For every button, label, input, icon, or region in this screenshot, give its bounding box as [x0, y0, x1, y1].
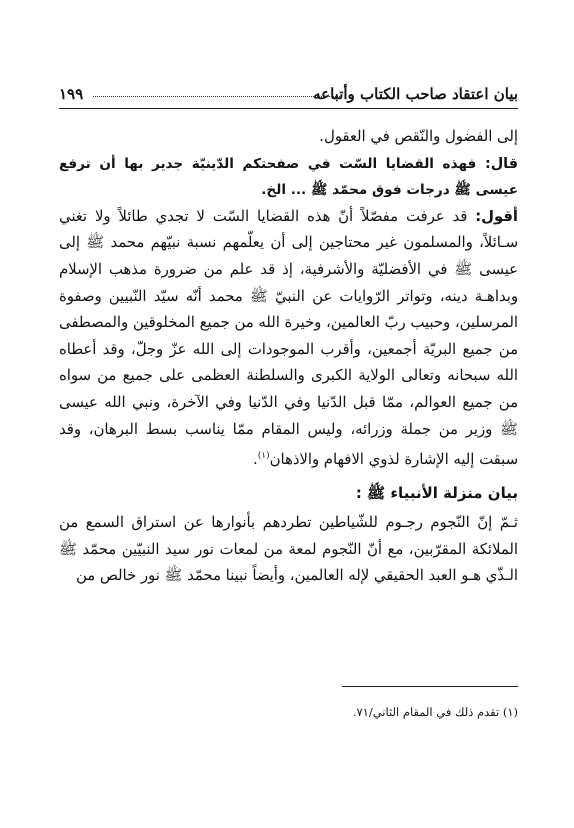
section-heading: بيان منزلة الأنبياء ﷺ :	[355, 483, 518, 502]
paragraph-stars: ثـمّ إنّ النّجوم رجـوم للشّياطين تطردهم بأنوارها عن استراق السمع من الملائكة المقرّبين، مع أنّ النّجوم لمعة من لمعات نور سيد النبيّين محمّد ﷺ الـذّي هـو العبد الحقيقي لإله العالمين، وأيضاً نبينا محمّد ﷺ نور خالص من	[59, 514, 518, 585]
qaal-keyword: قال:	[484, 155, 519, 172]
response-paragraph	[59, 204, 518, 474]
footnote-reference: (١)	[257, 451, 270, 462]
main-text	[59, 124, 518, 590]
footnote: (١) تقدم ذلك في المقام الثاني/٧١.	[352, 705, 518, 719]
qaal-text: فهذه القضايا السّت في صفحتكم الدّينيّة جدير بها أن ترفع عيسى ﷺ درجات فوق محمّد ﷺ ... الخ.	[59, 155, 518, 199]
header-dot-leader	[93, 96, 342, 97]
running-header-title: بيان اعتقاد صاحب الكتاب وأتباعه	[313, 85, 518, 103]
aqool-end: .	[253, 451, 258, 469]
aqool-keyword: أقول:	[475, 207, 518, 225]
running-header	[59, 84, 518, 104]
paragraph-intro: إلى الفضول والنّقص في العقول.	[319, 128, 518, 145]
page-number: ١٩٩	[59, 85, 84, 103]
quoted-claim	[59, 151, 518, 204]
footnote-separator	[342, 686, 518, 687]
header-rule	[59, 108, 518, 109]
aqool-text: قد عرفت مفصّلاً أنّ هذه القضايا السّت لا تجدي طائلاً ولا تغني سـائلاً، والمسلمون غير محتاجين إلى أن يعلّمهم نسبة نبيّهم محمد ﷺ إلى عيسى ﷺ في الأفضليّة والأشرفية، إذ قد علم من ضرورة مذهب الإسلام وبداهـة دينه، وتواتر الرّوايات عن النبيّ ﷺ محمد أنّه سيّد النّبيين وصفوة المرسلين، وحبيب ربّ العالمين، وخيرة الله من جميع المخلوقين والمصطفى من جميع البريّة أجمعين، وأقرب الموجودات إلى الله عزّ وجلّ، وقد أعطاه الله سبحانه وتعالى الولاية الكبرى والسلطنة العظمى على جميع من سواه من جميع العوالم، ممّا قبل الدّنيا وفي الدّنيا وفي الآخرة، ونبي الله عيسى ﷺ وزير من جملة وزرائه، وليس المقام ممّا يناسب بسط البرهان، وقد سبقت إليه الإشارة لذوي الافهام والاذهان	[59, 207, 518, 469]
